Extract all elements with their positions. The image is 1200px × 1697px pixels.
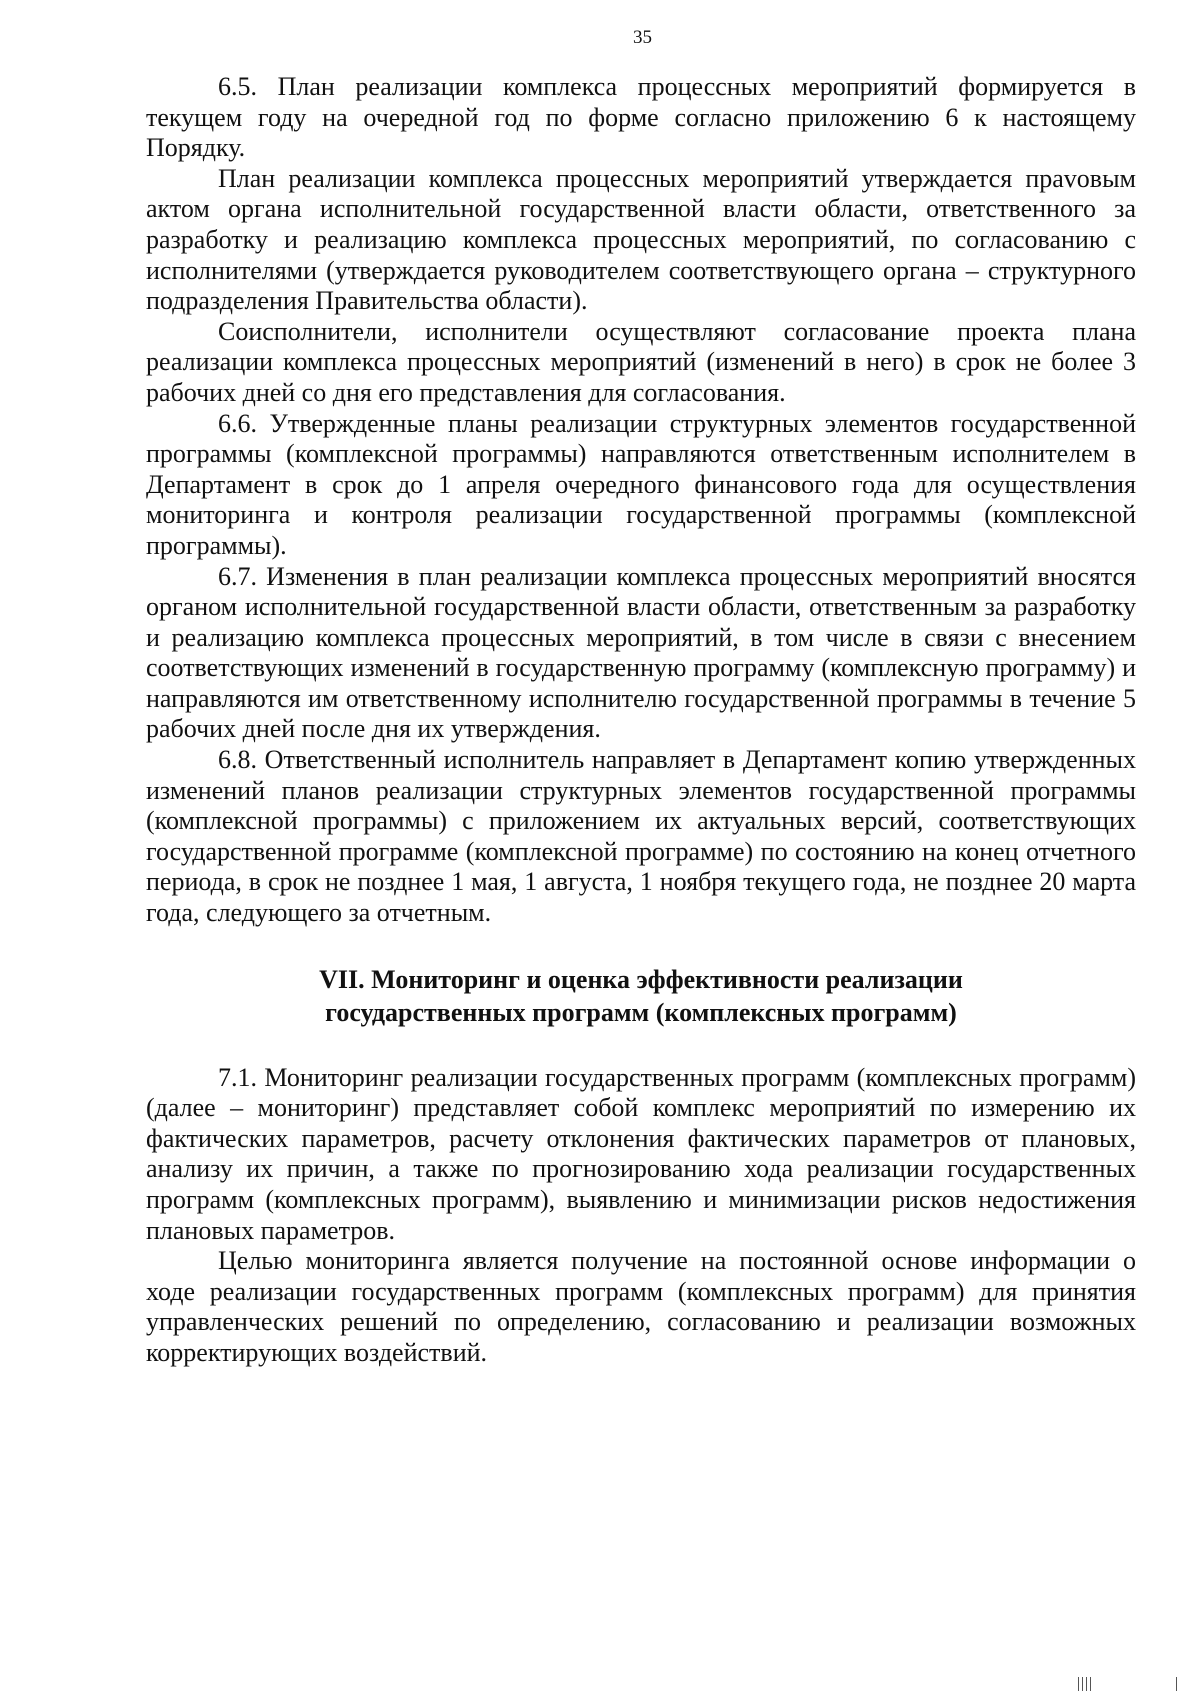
section-heading-line-1: VII. Мониторинг и оценка эффективности реализации: [319, 964, 963, 994]
section-heading-line-2: государственных программ (комплексных программ): [325, 997, 957, 1027]
paragraph-6-7: 6.7. Изменения в план реализации комплекса процессных мероприятий вносятся органом исполнительной государственной власти области, ответственным за разработку и реализацию комплекса процессных мероприятий, в том числе в связи с внесением соответствующих изменений в государственную программу (комплексную программу) и направляются им ответственному исполнителю государственной программы в течение 5 рабочих дней после дня их утверждения.: [146, 561, 1136, 744]
paragraph-plan-approval: План реализации комплекса процессных мероприятий утверждается праvовым актом органа исполнительной государственной власти области, ответственного за разработку и реализацию комплекса процессных мероприятий, по согласованию с исполнителями (утверждается руководителем соответствующего органа – структурного подразделения Правительства области).: [146, 163, 1136, 316]
scan-artifact-mark: [1086, 1677, 1087, 1691]
scan-artifact-mark: [1082, 1677, 1083, 1691]
scan-artifact-mark: [1078, 1677, 1079, 1691]
scan-artifact-mark: [1176, 1677, 1177, 1691]
scan-artifact-mark: [1090, 1677, 1091, 1691]
page-number: 35: [633, 27, 652, 48]
section-heading: [146, 963, 1136, 1029]
document-body: [146, 72, 1136, 1369]
paragraph-co-executors: Соисполнители, исполнители осуществляют согласование проекта плана реализации комплекса процессных мероприятий (изменений в него) в срок не более 3 рабочих дней со дня его представления для согласования.: [146, 316, 1136, 407]
paragraph-6-8: 6.8. Ответственный исполнитель направляет в Департамент копию утвержденных изменений планов реализации структурных элементов государственной программы (комплексной программы) с приложением их актуальных версий, соответствующих государственной программе (комплексной программе) по состоянию на конец отчетного периода, в срок не позднее 1 мая, 1 августа, 1 ноября текущего года, не позднее 20 марта года, следующего за отчетным.: [146, 745, 1136, 928]
paragraph-6-5: 6.5. План реализации комплекса процессных мероприятий формируется в текущем году на очередной год по форме согласно приложению 6 к настоящему Порядку.: [146, 72, 1136, 163]
paragraph-6-6: 6.6. Утвержденные планы реализации структурных элементов государственной программы (комплексной программы) направляются ответственным исполнителем в Департамент в срок до 1 апреля очередного финансового года для осуществления мониторинга и контроля реализации государственной программы (комплексной программы).: [146, 408, 1136, 560]
paragraph-7-1: 7.1. Мониторинг реализации государственных программ (комплексных программ) (далее – мониторинг) представляет собой комплекс мероприятий по измерению их фактических параметров, расчету отклонения фактических параметров от плановых, анализу их причин, а также по прогнозированию хода реализации государственных программ (комплексных программ), выявлению и минимизации рисков недостижения плановых параметров.: [146, 1062, 1136, 1245]
paragraph-monitoring-goal: Целью мониторинга является получение на постоянной основе информации о ходе реализации государственных программ (комплексных программ) для принятия управленческих решений по определению, согласованию и реализации возможных корректирующих воздействий.: [146, 1246, 1136, 1367]
